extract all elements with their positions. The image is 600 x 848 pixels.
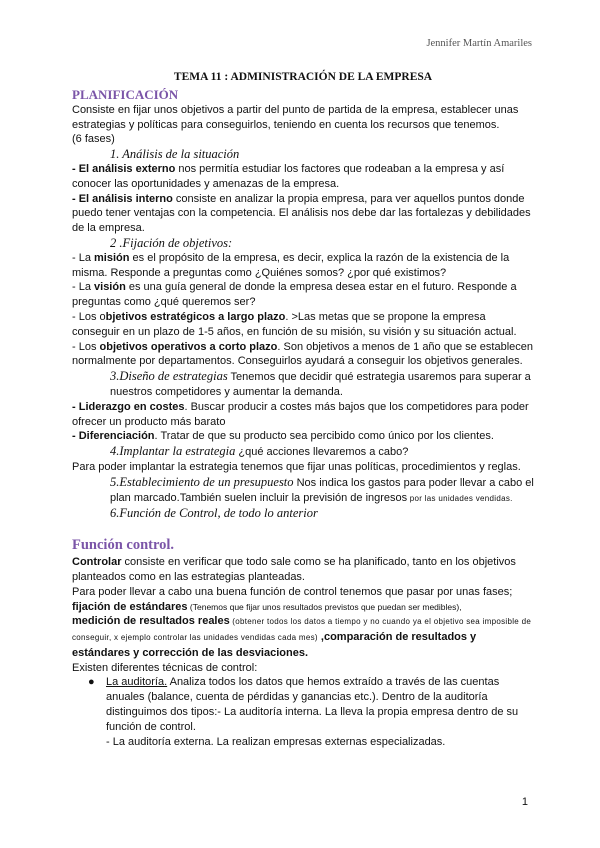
subheading-analisis: 1. Análisis de la situación <box>110 147 240 162</box>
estrategias: 3.Diseño de estrategias Tenemos que decidir qué estrategia usaremos para superar a nuestros competidores y aumentar la demanda. <box>110 369 531 398</box>
controlar-def: Controlar consiste en verificar que todo sale como se ha planificado, tanto en los objetivos planteados como en las estrategias planteadas. <box>72 556 516 583</box>
analisis-externo: - El análisis externo nos permitía estudiar los factores que rodeaban a la empresa y así conocer las oportunidades y amenazas de la empresa. <box>72 162 505 190</box>
liderazgo-costes: - Liderazgo en costes. Buscar producir a costes más bajos que los competidores para poder ofrecer un producto más barato <box>72 400 529 428</box>
objetivos-corto-plazo: - Los objetivos operativos a corto plazo. Son objetivos a menos de 1 año que se establecen normalmente por departamentos. Conseguirlos ayudará a conseguir los objetivos generales. <box>72 340 534 368</box>
list-item: ● La auditoría. Analiza todos los datos que hemos extraído a través de las cuentas anuales (balance, cuenta de pérdidas y ganancias etc.). Dentro de la auditoría distinguimos dos tipos:- La auditoría interna. La lleva la propia empresa dentro de su función de control. - La auditoría externa. La realizan empresas externas especializadas. <box>88 676 519 748</box>
tecnicas-control: Existen diferentes técnicas de control: <box>72 661 258 674</box>
presupuesto: 5.Establecimiento de un presupuesto Nos indica los gastos para poder llevar a cabo el plan marcado.También suelen incluir la previsión de ingresos por las unidades vendidas. <box>110 474 534 504</box>
objetivos-largo-plazo: - Los objetivos estratégicos a largo plazo. >Las metas que se propone la empresa conseguir en un plazo de 1-5 años, en función de su misión, su visión y su situación actual. <box>72 310 517 338</box>
document-title: TEMA 11 : ADMINISTRACIÓN DE LA EMPRESA <box>173 71 433 83</box>
fases-detalle: fijación de estándares (Tenemos que fijar unos resultados previstos que puedan ser medibles), medición de resultados reales (obtener todos los datos a tiempo y no cuando ya el objetivo sea imposible de conseguir, x ejemplo controlar las unidades vendidas cada mes) ,comparación de resultados y estándares y corrección de las desviaciones. <box>72 600 532 659</box>
diferenciacion: - Diferenciación. Tratar de que su producto sea percibido como único por los clientes. <box>72 430 494 443</box>
vision: - La visión es una guía general de donde la empresa desea estar en el futuro. Responde a preguntas como ¿qué queremos ser? <box>72 281 517 309</box>
implantar-estrategia: 4.Implantar la estrategia ¿qué acciones llevaremos a cabo? <box>110 444 409 459</box>
author-name: Jennifer Martín Amariles <box>426 38 532 49</box>
implantar-texto: Para poder implantar la estrategia tenemos que fijar unas políticas, procedimientos y reglas. <box>72 460 521 473</box>
control-fases: Para poder llevar a cabo una buena función de control tenemos que pasar por unas fases; <box>72 585 513 598</box>
heading-funcion-control: Función control. <box>72 537 175 554</box>
analisis-interno: - El análisis interno consiste en analizar la propia empresa, para ver aquellos puntos donde puedo tener ventajas con la competencia. El análisis nos debe dar las fortalezas y debilidades de la empresa. <box>72 192 531 235</box>
mision: - La misión es el propósito de la empresa, es decir, explica la razón de la existencia de la misma. Responde a preguntas como ¿Quiénes somos? ¿por qué existimos? <box>72 251 510 279</box>
page-number: 1 <box>521 796 528 808</box>
subheading-objetivos: 2 .Fijación de objetivos: <box>110 235 233 250</box>
plan-intro: Consiste en fijar unos objetivos a partir del punto de partida de la empresa, establecer unas estrategias y políticas para conseguirlos, teniendo en cuenta los recursos que tenemos. (6 fases) <box>72 103 519 146</box>
bullet-icon: ● <box>88 676 95 689</box>
heading-planificacion: PLANIFICACIÓN <box>72 86 179 102</box>
tecnicas-list <box>72 675 534 749</box>
document-body <box>72 70 534 749</box>
subheading-control: 6.Función de Control, de todo lo anterior <box>110 506 318 521</box>
